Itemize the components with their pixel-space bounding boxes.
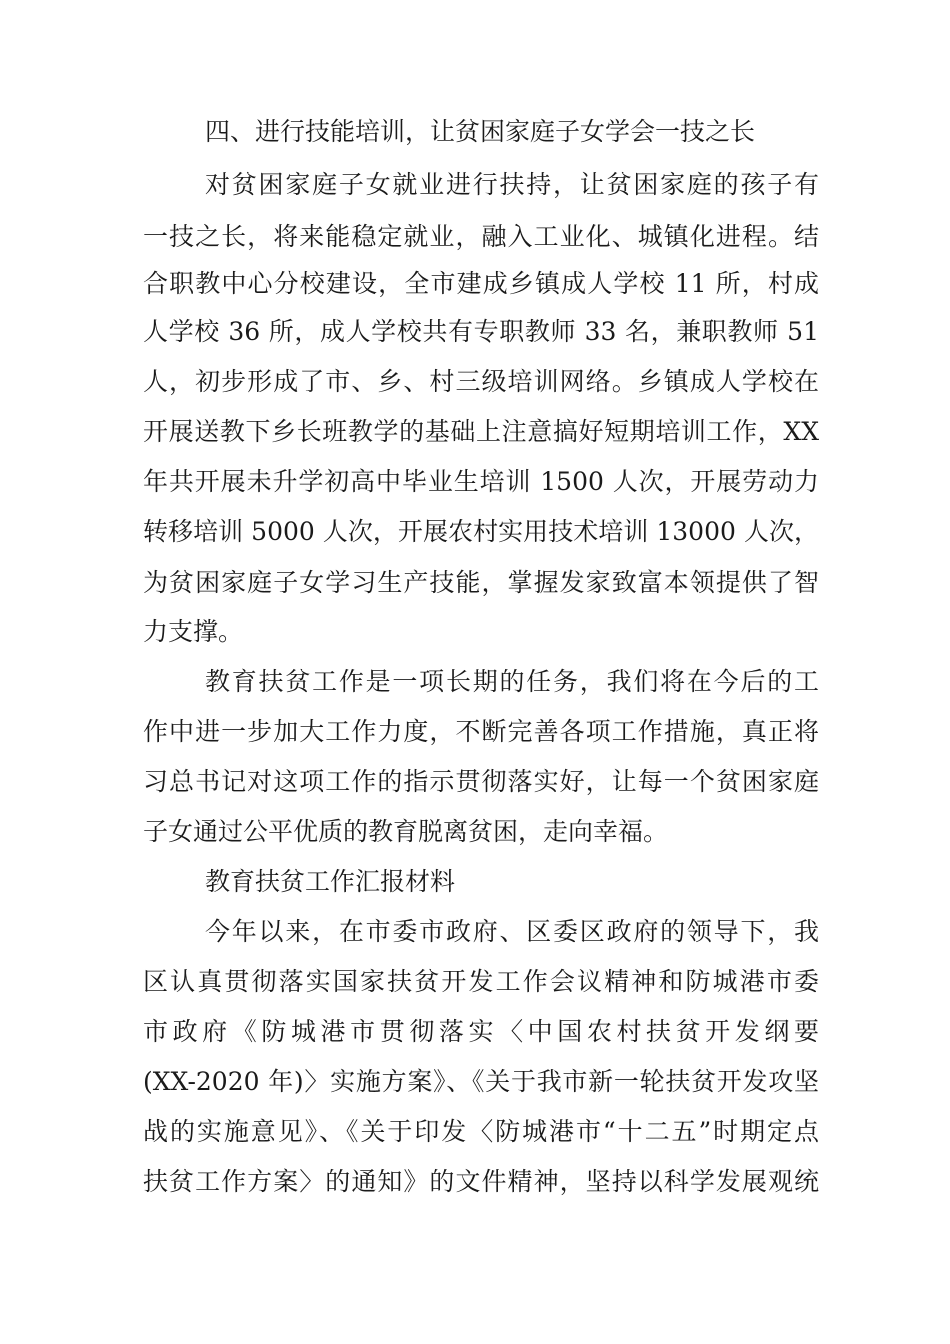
document-title: 教育扶贫工作汇报材料 [205,867,456,896]
paragraph-line: 市政府《防城港市贯彻落实〈中国农村扶贫开发纲要 [143,1017,819,1046]
paragraph-line: 习总书记对这项工作的指示贯彻落实好，让每一个贫困家庭 [143,767,819,796]
paragraph-line: 合职教中心分校建设，全市建成乡镇成人学校 11 所，村成 [143,269,819,298]
paragraph-line: 人，初步形成了市、乡、村三级培训网络。乡镇成人学校在 [143,367,819,396]
paragraph-line: 区认真贯彻落实国家扶贫开发工作会议精神和防城港市委 [143,967,819,996]
paragraph-line: 一技之长，将来能稳定就业，融入工业化、城镇化进程。结 [143,222,819,251]
paragraph-line: 力支撑。 [143,617,244,646]
paragraph-line: 子女通过公平优质的教育脱离贫困，走向幸福。 [143,817,669,846]
section-heading: 四、进行技能培训，让贫困家庭子女学会一技之长 [205,117,756,146]
paragraph-line: 人学校 36 所，成人学校共有专职教师 33 名，兼职教师 51 [143,317,819,346]
paragraph-line: 年共开展未升学初高中毕业生培训 1500 人次，开展劳动力 [143,467,819,496]
paragraph-line: 为贫困家庭子女学习生产技能，掌握发家致富本领提供了智 [143,568,819,597]
paragraph-line: 作中进一步加大工作力度，不断完善各项工作措施，真正将 [143,717,819,746]
paragraph-line: (XX-2020 年)〉实施方案》、《关于我市新一轮扶贫开发攻坚 [143,1067,819,1096]
paragraph-line: 扶贫工作方案〉的通知》的文件精神，坚持以科学发展观统 [143,1167,819,1196]
paragraph-line: 教育扶贫工作是一项长期的任务，我们将在今后的工 [205,667,819,696]
paragraph-line: 开展送教下乡长班教学的基础上注意搞好短期培训工作，XX [143,417,819,446]
paragraph-line: 战的实施意见》、《关于印发〈防城港市“十二五”时期定点 [143,1117,819,1146]
paragraph-line: 今年以来，在市委市政府、区委区政府的领导下，我 [205,917,819,946]
paragraph-line: 转移培训 5000 人次，开展农村实用技术培训 13000 人次， [143,517,819,546]
paragraph-line: 对贫困家庭子女就业进行扶持，让贫困家庭的孩子有 [205,170,819,199]
